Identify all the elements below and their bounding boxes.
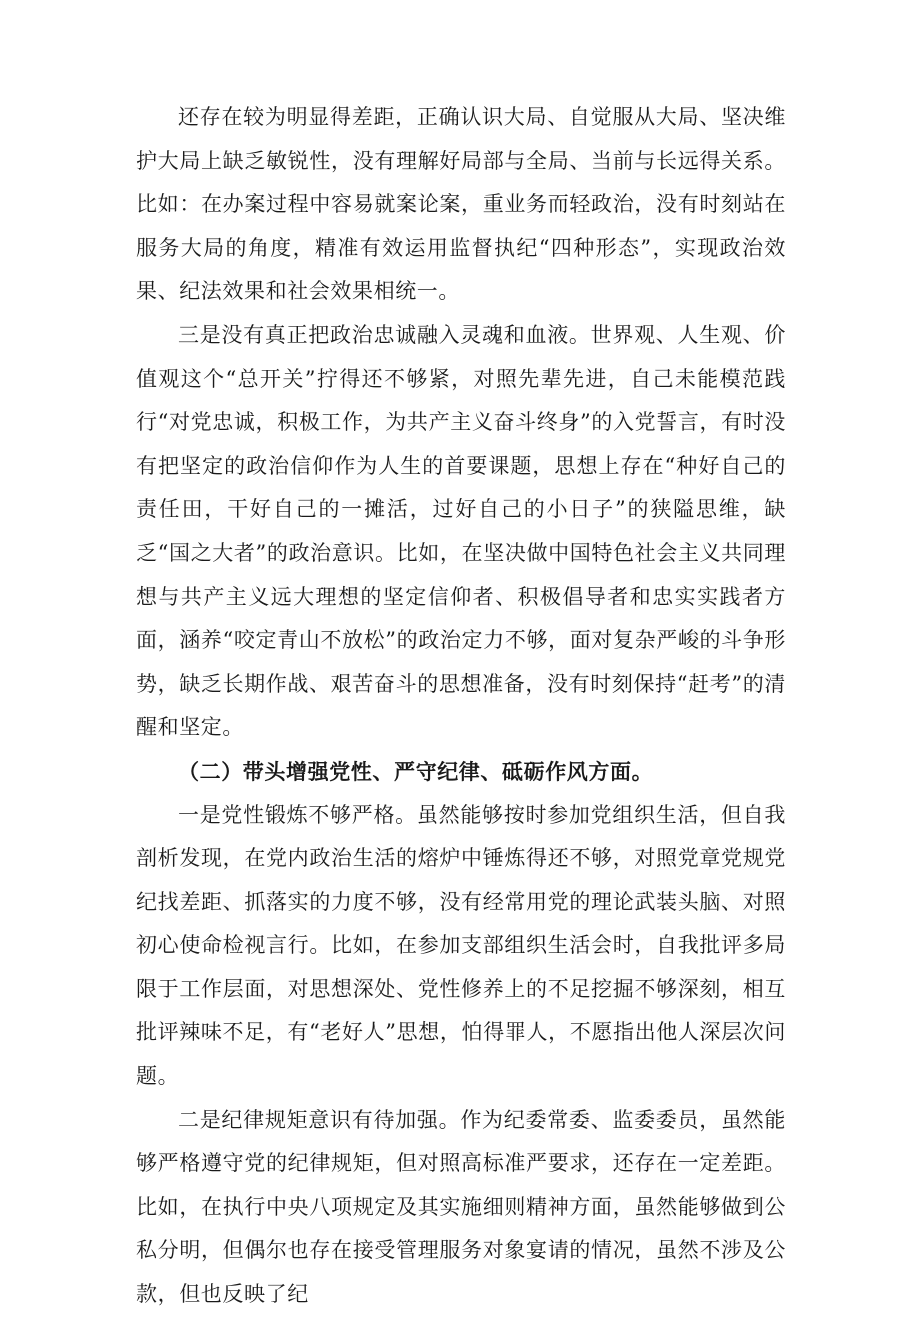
document-body	[136, 96, 786, 1317]
paragraph-3: 一是党性锻炼不够严格。虽然能够按时参加党组织生活，但自我剖析发现，在党内政治生活的熔炉中锤炼得还不够，对照党章党规党纪找差距、抓落实的力度不够，没有经常用党的理论武装头脑、对照初心使命检视言行。比如，在参加支部组织生活会时，自我批评多局限于工作层面，对思想深处、党性修养上的不足挖掘不够深刻，相互批评辣味不足，有“老好人”思想，怕得罪人，不愿指出他人深层次问题。	[136, 802, 786, 1089]
paragraph-4: 二是纪律规矩意识有待加强。作为纪委常委、监委委员，虽然能够严格遵守党的纪律规矩，但对照高标准严要求，还存在一定差距。比如，在执行中央八项规定及其实施细则精神方面，虽然能够做到公私分明，但偶尔也存在接受管理服务对象宴请的情况，虽然不涉及公款，但也反映了纪	[136, 1107, 786, 1307]
paragraph-1: 还存在较为明显得差距，正确认识大局、自觉服从大局、坚决维护大局上缺乏敏锐性，没有理解好局部与全局、当前与长远得关系。比如：在办案过程中容易就案论案，重业务而轻政治，没有时刻站在服务大局的角度，精准有效运用监督执纪“四种形态”，实现政治效果、纪法效果和社会效果相统一。	[136, 105, 786, 304]
paragraph-2: 三是没有真正把政治忠诚融入灵魂和血液。世界观、人生观、价值观这个“总开关”拧得还不够紧，对照先辈先进，自己未能模范践行“对党忠诚，积极工作，为共产主义奋斗终身”的入党誓言，有时没有把坚定的政治信仰作为人生的首要课题，思想上存在“种好自己的责任田，干好自己的一摊活，过好自己的小日子”的狭隘思维，缺乏“国之大者”的政治意识。比如，在坚决做中国特色社会主义共同理想与共产主义远大理想的坚定信仰者、积极倡导者和忠实实践者方面，涵养“咬定青山不放松”的政治定力不够，面对复杂严峻的斗争形势，缺乏长期作战、艰苦奋斗的思想准备，没有时刻保持“赶考”的清醒和坚定。	[136, 322, 786, 740]
section-heading: （二）带头增强党性、严守纪律、砥砺作风方面。	[178, 758, 654, 784]
